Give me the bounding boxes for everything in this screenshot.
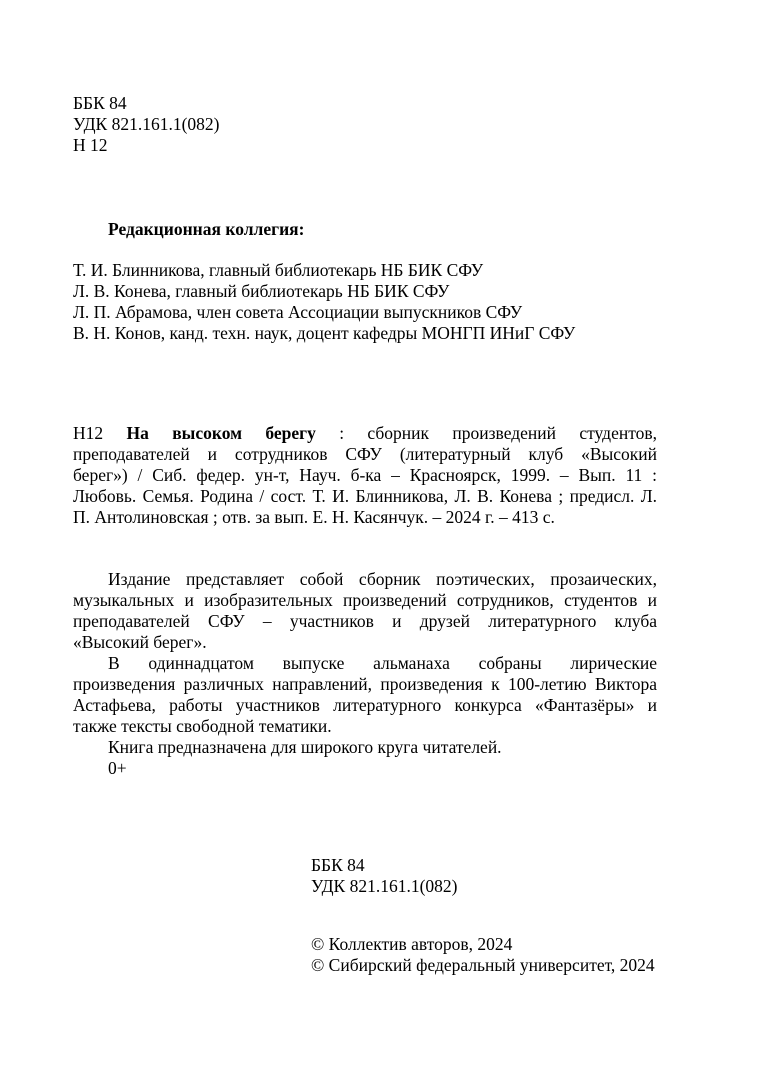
abstract-p2-line: В одиннадцатом выпуске альманаха собраны лирические: [108, 653, 657, 673]
editorial-board-list: [73, 260, 575, 344]
footer-codes: [311, 855, 458, 897]
footer-bbk-code: ББК 84: [311, 855, 365, 875]
abstract-p3: Книга предназначена для широкого круга читателей.: [108, 737, 502, 757]
copyright-university: © Сибирский федеральный университет, 2024: [311, 955, 655, 975]
abstract-p1-line: Издание представляет собой сборник поэтических, прозаических,: [108, 569, 657, 589]
abstract-p2-line: также тексты свободной тематики.: [73, 716, 332, 736]
board-member: Л. В. Конева, главный библиотекарь НБ БИК СФУ: [73, 281, 450, 301]
age-rating: 0+: [108, 758, 127, 778]
biblio-line-2: преподавателей и сотрудников СФУ (литературный клуб «Высокий: [73, 444, 657, 464]
bibliographic-record: [73, 423, 657, 528]
abstract-p1-line: музыкальных и изобразительных произведений сотрудников, студентов и: [73, 590, 657, 610]
book-title: На высоком берегу: [126, 423, 316, 443]
editorial-board-title: Редакционная коллегия:: [108, 219, 305, 239]
udk-code: УДК 821.161.1(082): [73, 114, 220, 134]
biblio-line-4: Любовь. Семья. Родина / сост. Т. И. Блинникова, Л. В. Конева ; предисл. Л.: [73, 486, 657, 506]
copyright-authors: © Коллектив авторов, 2024: [311, 934, 513, 954]
classification-codes: [73, 93, 220, 156]
biblio-line-1: [73, 423, 657, 444]
biblio-line-5: П. Антолиновская ; отв. за вып. Е. Н. Касянчук. – 2024 г. – 413 с.: [73, 507, 555, 527]
board-member: Л. П. Абрамова, член совета Ассоциации выпускников СФУ: [73, 302, 523, 322]
abstract-p1-line: «Высокий берег».: [73, 632, 207, 652]
copyright-block: [311, 934, 655, 976]
biblio-mark: Н12: [73, 423, 104, 443]
bbk-code: ББК 84: [73, 93, 127, 113]
biblio-line-3: берег») / Сиб. федер. ун-т, Науч. б-ка – Красноярск, 1999. – Вып. 11 :: [73, 465, 657, 485]
author-mark: Н 12: [73, 135, 108, 155]
footer-udk-code: УДК 821.161.1(082): [311, 876, 458, 896]
abstract-p1-line: преподавателей СФУ – участников и друзей литературного клуба: [73, 611, 657, 631]
abstract: [73, 569, 657, 779]
abstract-p2-line: произведения различных направлений, произведения к 100-летию Виктора: [73, 674, 657, 694]
board-member: В. Н. Конов, канд. техн. наук, доцент кафедры МОНГП ИНиГ СФУ: [73, 323, 576, 343]
board-member: Т. И. Блинникова, главный библиотекарь НБ БИК СФУ: [73, 260, 484, 280]
biblio-line-1-rest: : сборник произведений студентов,: [339, 423, 658, 443]
abstract-p2-line: Астафьева, работы участников литературного конкурса «Фантазёры» и: [73, 695, 657, 715]
